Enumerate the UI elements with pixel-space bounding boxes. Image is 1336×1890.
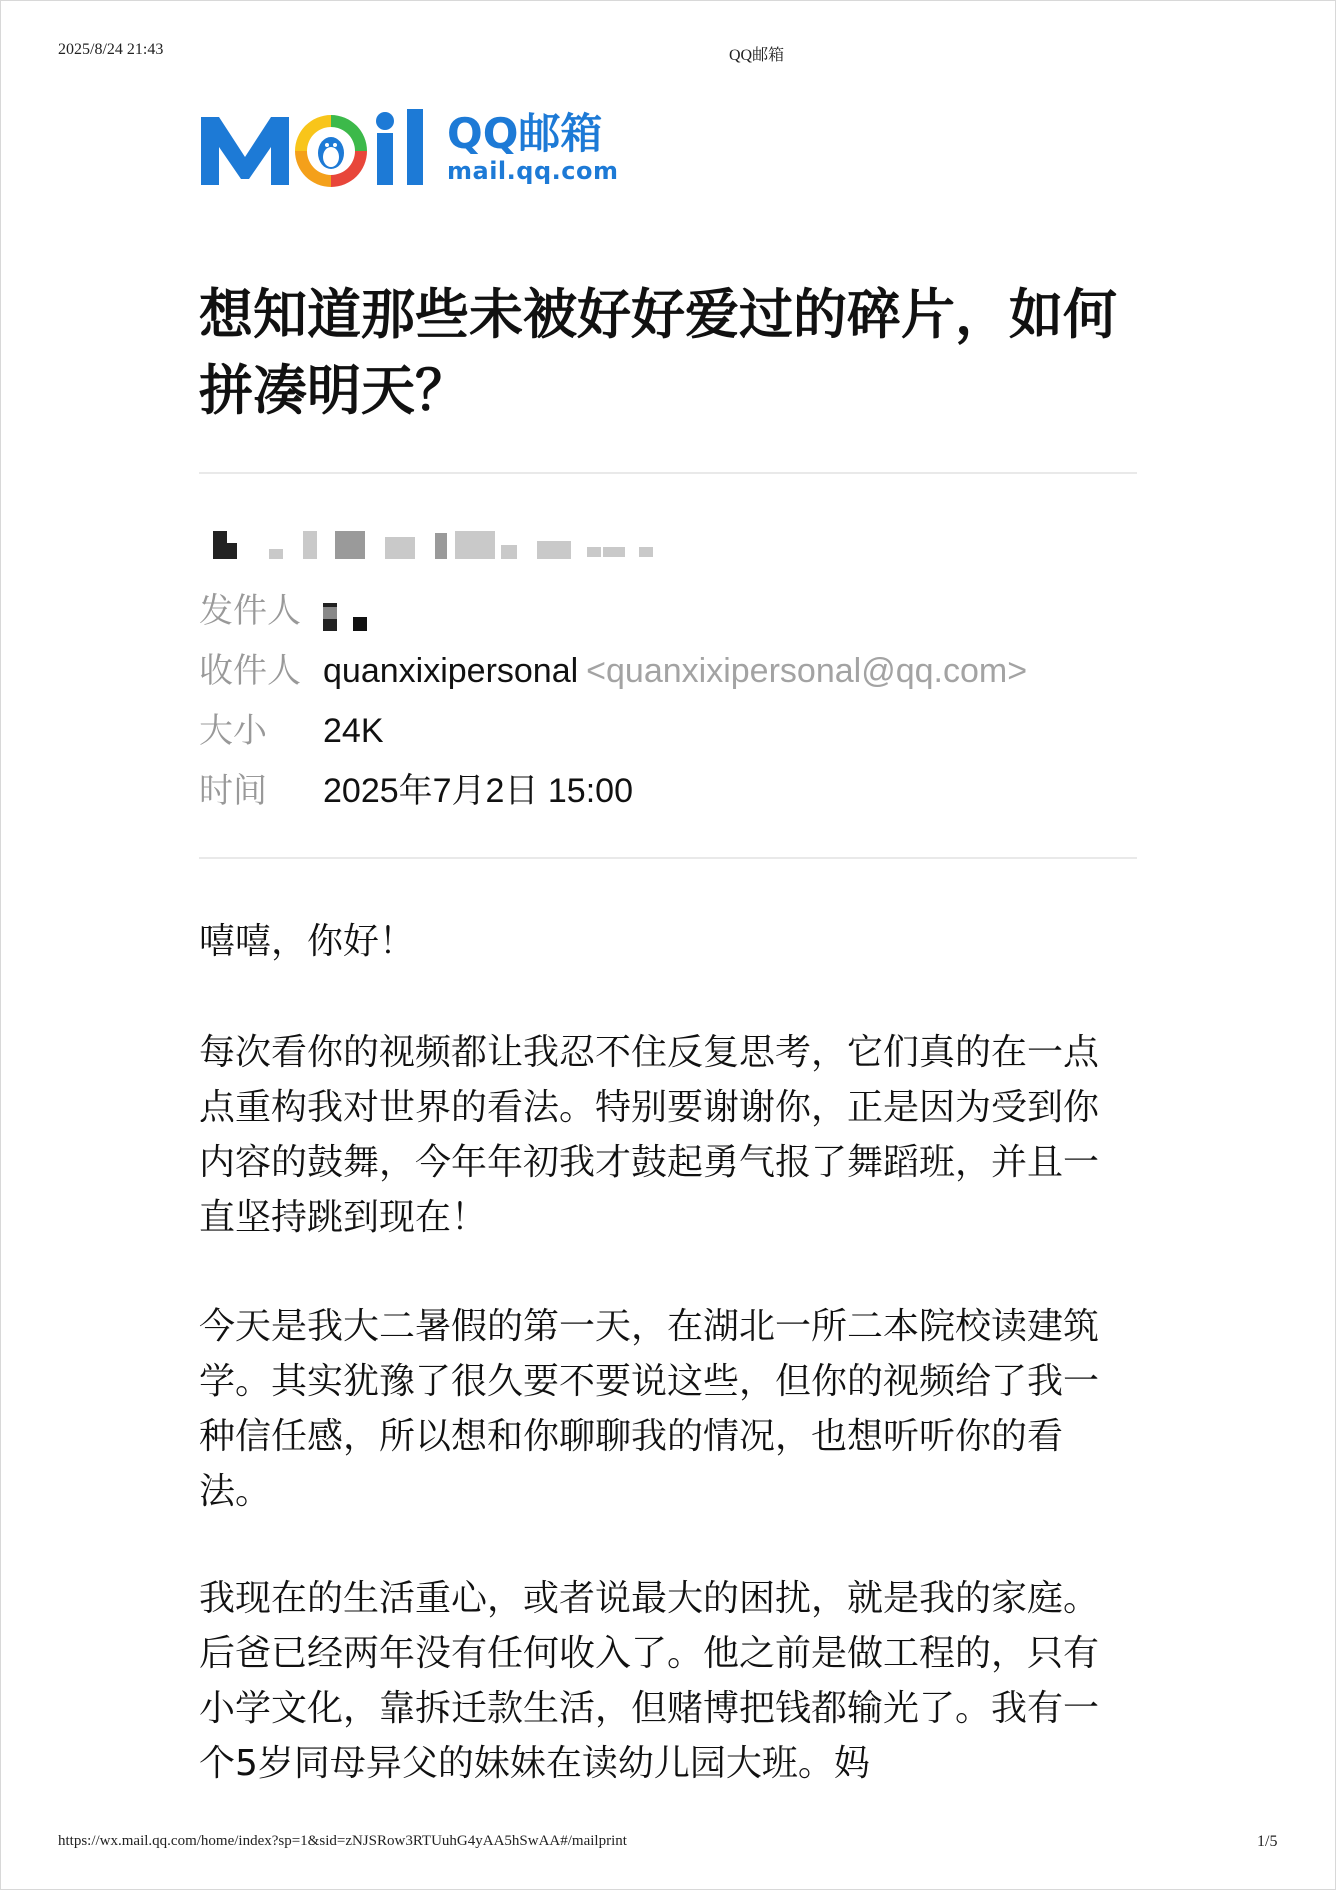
print-page-title: QQ邮箱: [729, 47, 785, 64]
recipient-label: 收件人: [199, 651, 301, 691]
print-datetime: 2025/8/24 21:43: [58, 41, 164, 58]
meta-divider: [199, 857, 1137, 859]
print-page-indicator: 1/5: [1257, 1833, 1278, 1850]
recipient-value: [323, 649, 1027, 693]
email-subject: 想知道那些未被好好爱过的碎片，如何拼凑明天？: [199, 283, 1117, 422]
recipient-email: <quanxixipersonal@qq.com>: [586, 652, 1028, 690]
size-value: 24K: [323, 712, 384, 750]
redacted-sender-line: [199, 529, 659, 563]
body-paragraph-greeting: 嘻嘻，你好！: [199, 921, 416, 962]
body-paragraph-1: 每次看你的视频都让我忍不住反复思考，它们真的在一点点重构我对世界的看法。特别要谢谢你，正是因为受到你内容的鼓舞，今年年初我才鼓起勇气报了舞蹈班，并且一直坚持跳到现在！: [199, 1032, 1100, 1238]
logo-brand-block: [447, 111, 618, 185]
print-url: https://wx.mail.qq.com/home/index?sp=1&sid=zNJSRow3RTUuhG4yAA5hSwAA#/mailprint: [58, 1833, 627, 1849]
mail-wordmark-icon: [199, 107, 439, 189]
size-label: 大小: [199, 711, 267, 751]
header-divider: [199, 472, 1137, 474]
time-value: 2025年7月2日 15:00: [323, 772, 633, 810]
logo-domain-text: mail.qq.com: [447, 157, 619, 185]
body-paragraph-2: 今天是我大二暑假的第一天，在湖北一所二本院校读建筑学。其实犹豫了很久要不要说这些，但你的视频给了我一种信任感，所以想和你聊聊我的情况，也想听听你的看法。: [199, 1306, 1100, 1512]
recipient-name: quanxixipersonal: [323, 652, 579, 690]
logo-brand-text: QQ邮箱: [447, 109, 603, 158]
sender-label: 发件人: [199, 591, 301, 631]
body-paragraph-3: 我现在的生活重心，或者说最大的困扰，就是我的家庭。后爸已经两年没有任何收入了。他之前是做工程的，只有小学文化，靠拆迁款生活，但赌博把钱都输光了。我有一个5岁同母异父的妹妹在读幼儿园大班。妈: [199, 1578, 1100, 1784]
time-label: 时间: [199, 771, 267, 811]
qq-mail-logo: [199, 107, 619, 189]
